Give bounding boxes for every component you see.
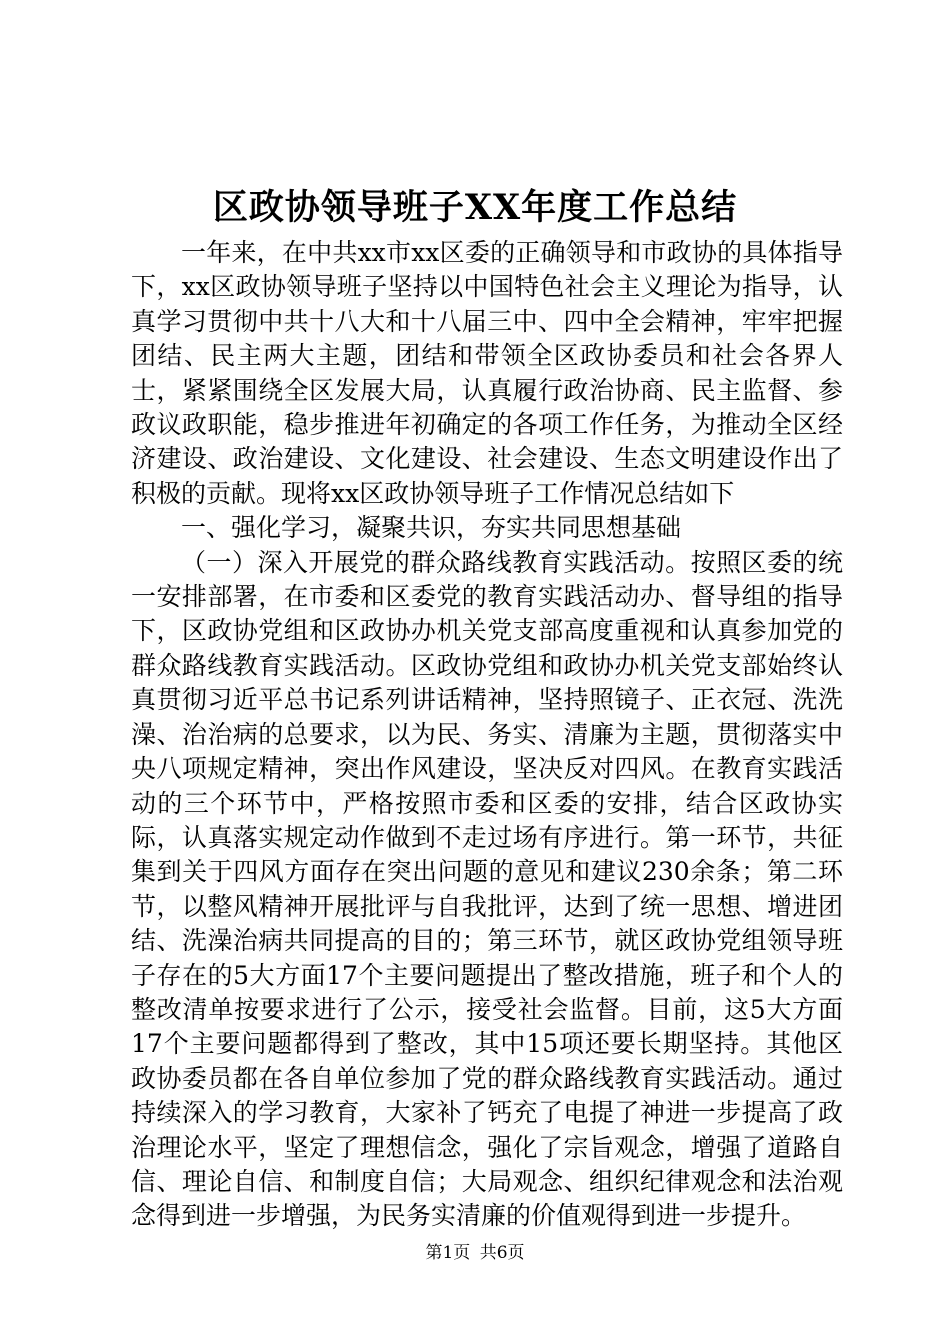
page-footer: 第1页 共6页 [425,1243,525,1263]
document-title: 区政协领导班子XX年度工作总结 [212,187,738,228]
section-heading-1: 一、强化学习，凝聚共识，夯实共同思想基础 [181,513,682,543]
intro-paragraph: 一年来，在中共xx市xx区委的正确领导和市政协的具体指导下，xx区政协领导班子坚持以中国特色社会主义理论为指导，认真学习贯彻中共十八大和十八届三中、四中全会精神，牢牢把握团结、民主两大主题，团结和带领全区政协委员和社会各界人士，紧紧围绕全区发展大局，认真履行政治协商、民主监督、参政议政职能，稳步推进年初确定的各项工作任务，为推动全区经济建设、政治建设、文化建设、社会建设、生态文明建设作出了积极的贡献。现将xx区政协领导班子工作情况总结如下 [131,238,843,508]
subsection-paragraph-1: （一）深入开展党的群众路线教育实践活动。按照区委的统一安排部署，在市委和区委党的教育实践活动办、督导组的指导下，区政协党组和区政协办机关党支部高度重视和认真参加党的群众路线教育实践活动。区政协党组和政协办机关党支部始终认真贯彻习近平总书记系列讲话精神，坚持照镜子、正衣冠、洗洗澡、治治病的总要求，以为民、务实、清廉为主题，贯彻落实中央八项规定精神，突出作风建设，坚决反对四风。在教育实践活动的三个环节中，严格按照市委和区委的安排，结合区政协实际，认真落实规定动作做到不走过场有序进行。第一环节，共征集到关于四风方面存在突出问题的意见和建议230余条；第二环节，以整风精神开展批评与自我批评，达到了统一思想、增进团结、洗澡治病共同提高的目的；第三环节，就区政协党组领导班子存在的5大方面17个主要问题提出了整改措施，班子和个人的整改清单按要求进行了公示，接受社会监督。目前，这5大方面17个主要问题都得到了整改，其中15项还要长期坚持。其他区政协委员都在各自单位参加了党的群众路线教育实践活动。通过持续深入的学习教育，大家补了钙充了电提了神进一步提高了政治理论水平，坚定了理想信念，强化了宗旨观念，增强了道路自信、理论自信、和制度自信；大局观念、组织纪律观念和法治观念得到进一步增强，为民务实清廉的价值观得到进一步提升。 [131,547,843,1231]
document-body [131,236,843,1234]
